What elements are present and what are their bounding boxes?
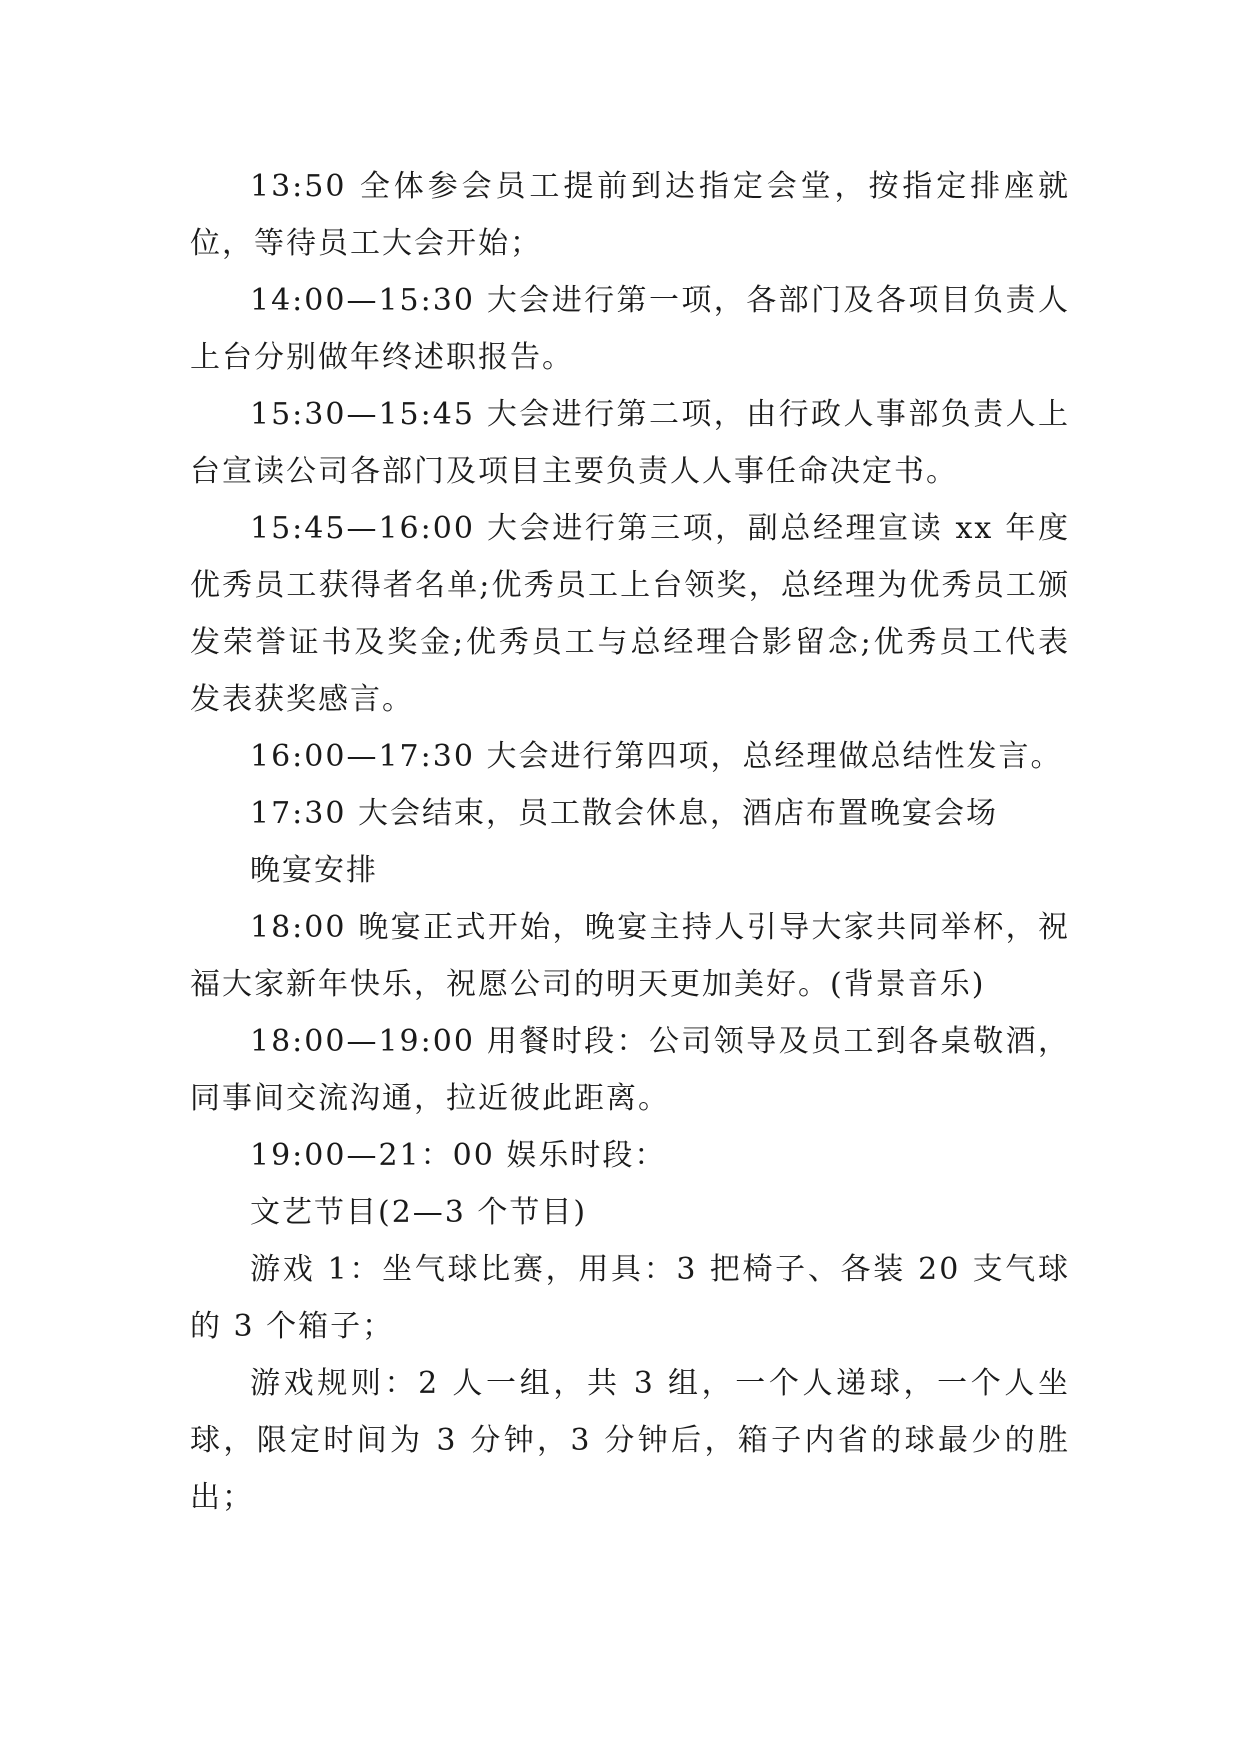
paragraph-1730-end: 17:30 大会结束，员工散会休息，酒店布置晚宴会场	[250, 796, 998, 831]
paragraph-1545-awards: 15:45—16:00 大会进行第三项，副总经理宣读 xx 年度优秀员工获得者名单;优秀员工上台领奖，总经理为优秀员工颁发荣誉证书及奖金;优秀员工与总经理合影留念;优秀员工代表发表获奖感言。	[190, 511, 1070, 717]
document-body	[190, 158, 1070, 1526]
paragraph-1350-arrival: 13:50 全体参会员工提前到达指定会堂，按指定排座就位，等待员工大会开始；	[190, 169, 1070, 261]
paragraph-game-rules: 游戏规则：2 人一组，共 3 组，一个人递球，一个人坐球，限定时间为 3 分钟，3 分钟后，箱子内省的球最少的胜出；	[190, 1366, 1070, 1515]
paragraph-1800-dining: 18:00—19:00 用餐时段：公司领导及员工到各桌敬酒，同事间交流沟通，拉近彼此距离。	[190, 1024, 1070, 1116]
paragraph-1900-entertainment: 19:00—21：00 娱乐时段：	[250, 1138, 667, 1173]
section-heading-banquet: 晚宴安排	[250, 853, 378, 888]
paragraph-1800-banquet-start: 18:00 晚宴正式开始，晚宴主持人引导大家共同举杯，祝福大家新年快乐，祝愿公司的明天更加美好。(背景音乐)	[190, 910, 1070, 1002]
paragraph-game-1: 游戏 1：坐气球比赛，用具：3 把椅子、各装 20 支气球的 3 个箱子；	[190, 1252, 1070, 1344]
paragraph-1530-appointments: 15:30—15:45 大会进行第二项，由行政人事部负责人上台宣读公司各部门及项目主要负责人人事任命决定书。	[190, 397, 1070, 489]
paragraph-1400-reports: 14:00—15:30 大会进行第一项，各部门及各项目负责人上台分别做年终述职报告。	[190, 283, 1070, 375]
paragraph-performances: 文艺节目(2—3 个节目)	[250, 1195, 588, 1230]
paragraph-1600-summary: 16:00—17:30 大会进行第四项，总经理做总结性发言。	[250, 739, 1063, 774]
